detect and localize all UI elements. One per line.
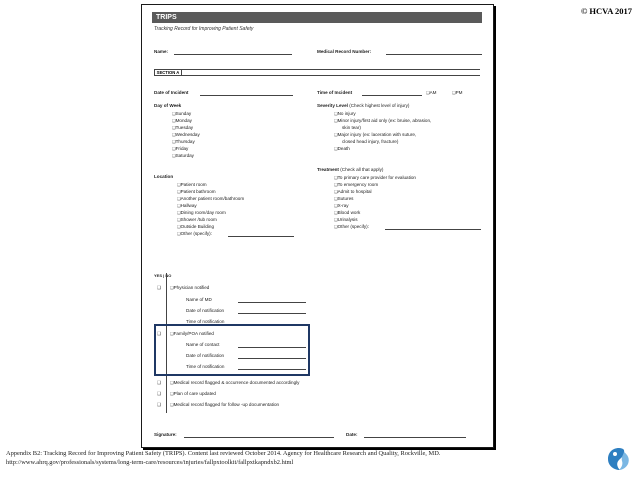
date-of-incident-label: Date of Incident xyxy=(154,90,189,95)
time-notification-label: Time of notification xyxy=(186,319,225,324)
name-of-contact-label: Name of contact xyxy=(186,342,220,347)
family-notified: ❑ Family/POA notified xyxy=(170,332,214,337)
caption-line-2: http://www.ahrq.gov/professionals/systems/long-term-care/resources/injuries/fallpxtoolkit/fallpxtkapndxb2.html xyxy=(6,459,294,466)
trips-form-document xyxy=(141,4,494,448)
day-of-week-title: Day of Week xyxy=(154,103,182,108)
pm-checkbox: ❑ PM xyxy=(452,91,462,96)
time-notification-2-label: Time of notification xyxy=(186,364,225,369)
severity-option-cont: skin tear) xyxy=(342,125,361,130)
form-title: TRIPS xyxy=(152,12,482,23)
physician-notified: ❑ Physician notified xyxy=(170,286,209,291)
day-option: ❑ Sunday xyxy=(172,112,191,117)
location-option: ❑ Hallway xyxy=(177,204,197,209)
mrn-line xyxy=(386,54,482,55)
day-option: ❑ Tuesday xyxy=(172,126,193,131)
name-label: Name: xyxy=(154,49,169,54)
am-checkbox: ❑ AM xyxy=(426,91,436,96)
yes-box: ❑ xyxy=(157,402,162,407)
date-notification-2-label: Date of notification xyxy=(186,353,225,358)
date-notification-label: Date of notification xyxy=(186,308,225,313)
date-notification-line xyxy=(238,313,306,314)
yes-box: ❑ xyxy=(157,331,162,336)
treatment-option: ❑ Sutures xyxy=(334,197,353,202)
record-flagged-followup: ❑ Medical record flagged for follow -up documentation xyxy=(170,403,279,408)
date-of-incident-line xyxy=(200,95,293,96)
treatment-option: ❑ To emergency room xyxy=(334,183,378,188)
location-option: ❑ Dining room/day room xyxy=(177,211,226,216)
time-of-incident-line xyxy=(362,95,422,96)
day-option: ❑ Thursday xyxy=(172,140,195,145)
severity-option: ❑ No injury xyxy=(334,112,356,117)
treatment-title-text: Treatment xyxy=(317,167,339,172)
time-of-incident-label: Time of Incident xyxy=(317,90,353,95)
family-notified-highlight-box xyxy=(154,324,310,376)
location-option: ❑ Shower /tub room xyxy=(177,218,217,223)
name-of-md-label: Name of MD xyxy=(186,297,212,302)
severity-hint: (Check highest level of injury) xyxy=(349,103,410,108)
location-option: ❑ Patient bathroom xyxy=(177,190,216,195)
treatment-option: ❑ To primary care provider for evaluation xyxy=(334,176,416,181)
severity-option: ❑ Minor injury/first aid only (ex: bruise, abrasion, xyxy=(334,119,431,124)
location-option: ❑ Outside Building xyxy=(177,225,214,230)
mrn-label: Medical Record Number: xyxy=(317,49,372,54)
severity-option: ❑ Major injury (ex: laceration with suture, xyxy=(334,133,416,138)
section-divider xyxy=(154,69,480,76)
severity-title-text: Severity Level xyxy=(317,103,348,108)
record-flagged-occurrence: ❑ Medical record flagged & occurrence documented accordingly xyxy=(170,381,299,386)
yes-box: ❑ xyxy=(157,285,162,290)
name-line xyxy=(174,54,292,55)
location-option: ❑ Another patient room/bathroom xyxy=(177,197,244,202)
yes-no-header: YES | NO xyxy=(154,273,172,278)
name-of-md-line xyxy=(238,302,306,303)
treatment-option: ❑ Urinalysis xyxy=(334,218,358,223)
severity-option: ❑ Death xyxy=(334,147,350,152)
day-option: ❑ Wednesday xyxy=(172,133,200,138)
treatment-option: ❑ Other (specify): xyxy=(334,225,369,230)
yes-box: ❑ xyxy=(157,391,162,396)
day-option: ❑ Monday xyxy=(172,119,192,124)
day-option: ❑ Friday xyxy=(172,147,188,152)
treatment-option: ❑ X-ray xyxy=(334,204,349,209)
location-title: Location xyxy=(154,174,174,179)
treatment-hint: (Check all that apply) xyxy=(340,167,384,172)
signature-line xyxy=(184,437,334,438)
location-option: ❑ Patient room xyxy=(177,183,207,188)
figure-caption xyxy=(6,449,526,467)
treatment-title xyxy=(317,168,383,173)
day-option: ❑ Saturday xyxy=(172,154,194,159)
date-footer-line xyxy=(364,437,466,438)
caption-line-1: Appendix B2: Tracking Record for Improving Patient Safety (TRIPS). Content last reviewed October 2014. Agency for Healthcare Research and Quality, Rockville, MD. xyxy=(6,450,441,457)
plan-of-care-updated: ❑ Plan of care updated xyxy=(170,392,216,397)
location-other-line xyxy=(228,236,294,237)
severity-option-cont: closed head injury, fracture) xyxy=(342,139,399,144)
treatment-option: ❑ Blood work xyxy=(334,211,360,216)
signature-label: Signature: xyxy=(154,432,177,437)
severity-title xyxy=(317,104,409,109)
copyright-notice: © HCVA 2017 xyxy=(580,6,632,16)
yes-box: ❑ xyxy=(157,380,162,385)
treatment-other-line xyxy=(385,229,481,230)
form-subtitle: Tracking Record for Improving Patient Safety xyxy=(154,26,254,32)
organization-logo-icon xyxy=(606,446,632,472)
treatment-option: ❑ Admit to hospital xyxy=(334,190,372,195)
section-a-tag: SECTION A xyxy=(154,69,182,76)
date-footer-label: Date: xyxy=(346,432,358,437)
location-option: ❑ Other (specify): xyxy=(177,232,212,237)
